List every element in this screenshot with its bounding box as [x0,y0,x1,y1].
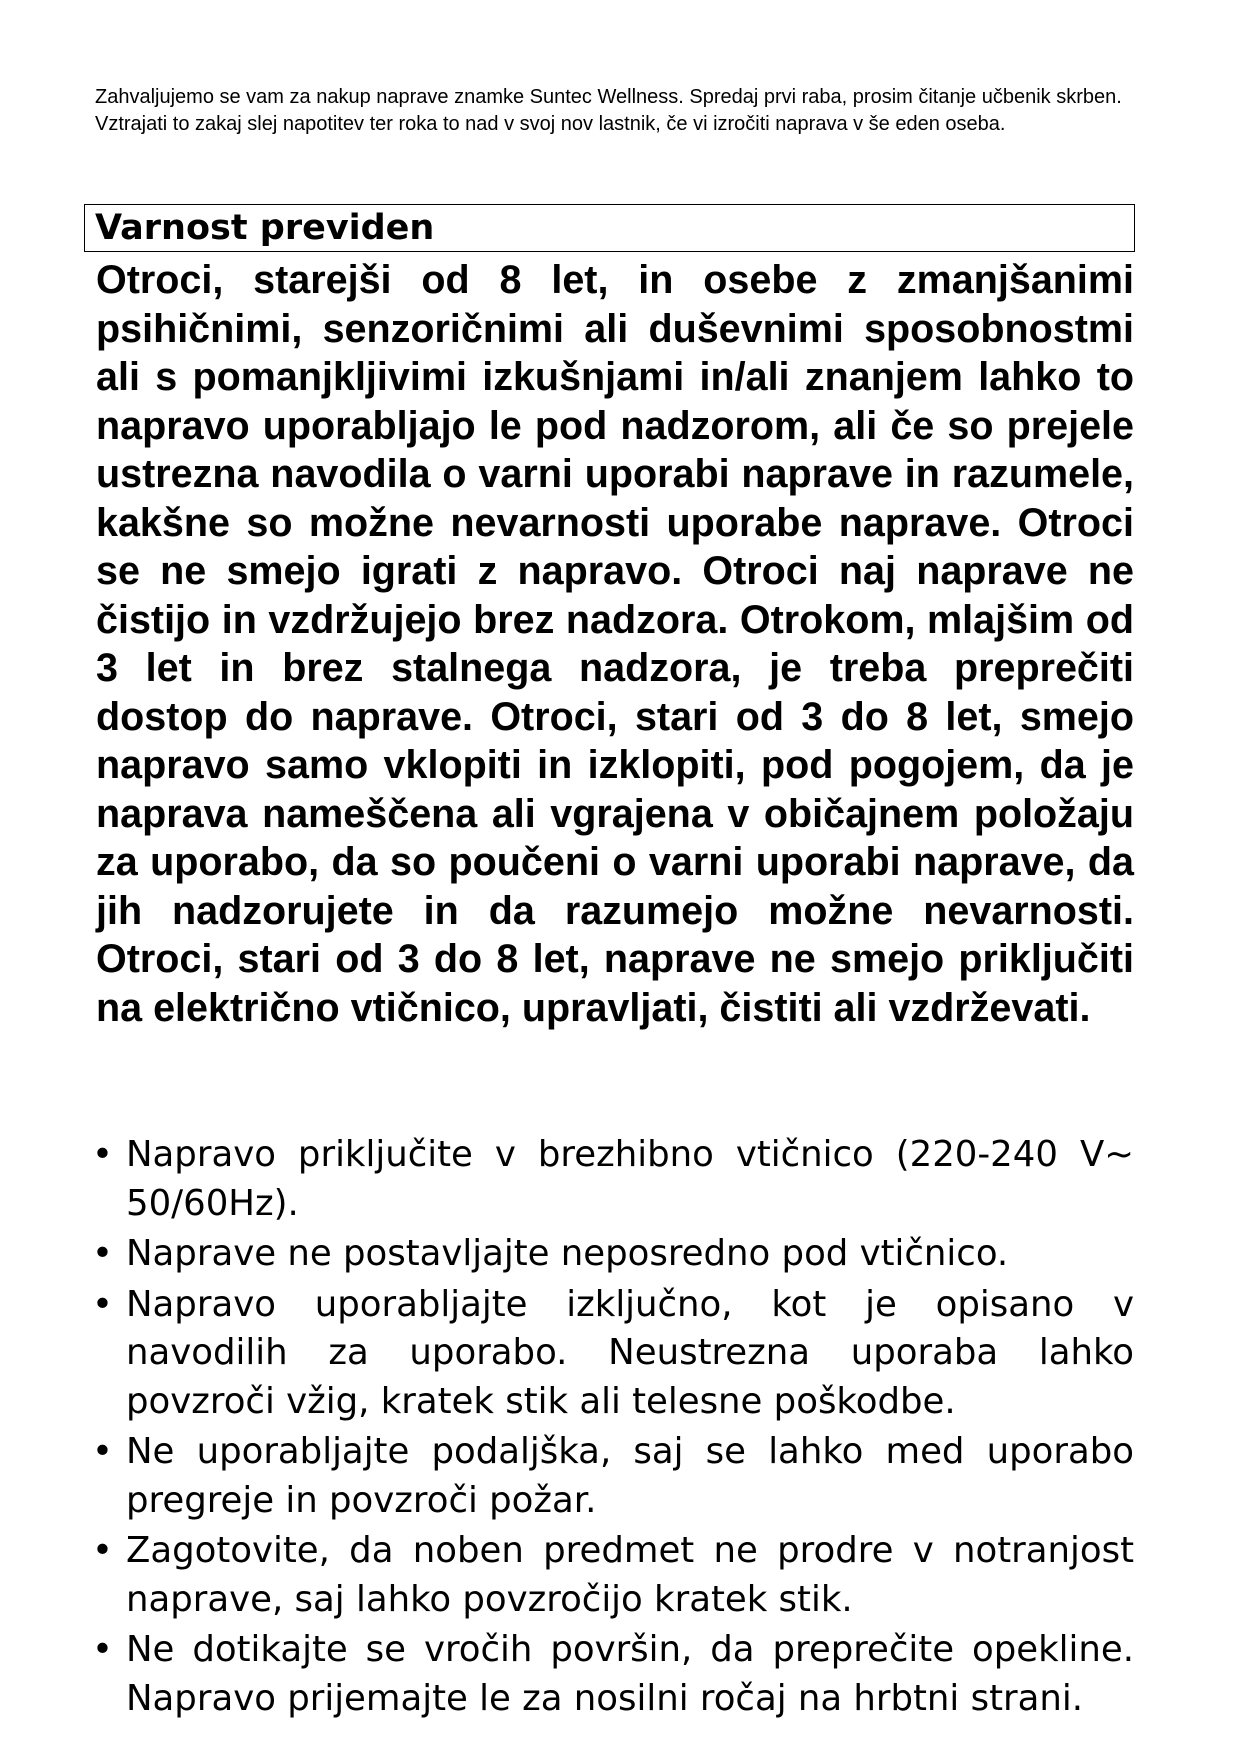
list-item-text: Naprave ne postavljajte neposredno pod vtičnico. [126,1233,1009,1274]
section-heading: Varnost previden [95,208,435,248]
bullet-icon: • [92,1283,113,1325]
list-item [84,1230,1134,1279]
bullet-icon: • [92,1233,113,1274]
section-heading-box [84,204,1135,252]
bullet-icon: • [92,1530,113,1571]
list-item-text: Ne dotikajte se vročih površin, da preprečite opekline. Napravo prijemajte le za nosilni ročaj na hrbtni strani. [126,1629,1134,1719]
bullet-icon: • [92,1431,113,1472]
list-item-text: Zagotovite, da noben predmet ne prodre v notranjost naprave, saj lahko povzročijo kratek stik. [126,1530,1134,1620]
list-item-text: Ne uporabljajte podaljška, saj se lahko med uporabo pregreje in povzroči požar. [126,1431,1134,1521]
list-item [84,1428,1134,1525]
bullet-icon: • [92,1134,113,1175]
list-item [84,1527,1134,1624]
child-safety-warning: Otroci, starejši od 8 let, in osebe z zmanjšanimi psihičnimi, senzoričnimi ali duševnimi sposobnostmi ali s pomanjkljivimi izkušnjami in/ali znanjem lahko to napravo uporabljajo le pod nadzorom, ali če so prejele ustrezna navodila o varni uporabi naprave in razumele, kakšne so možne nevarnosti uporabe naprave. Otroci se ne smejo igrati z napravo. Otroci naj naprave ne čistijo in vzdržujejo brez nadzora. Otrokom, mlajšim od 3 let in brez stalnega nadzora, je treba preprečiti dostop do naprave. Otroci, stari od 3 do 8 let, smejo napravo samo vklopiti in izklopiti, pod pogojem, da je naprava nameščena ali vgrajena v običajnem položaju za uporabo, da so poučeni o varni uporabi naprave, da jih nadzorujete in da razumejo možne nevarnosti. Otroci, stari od 3 do 8 let, naprave ne smejo priključiti na električno vtičnico, upravljati, čistiti ali vzdrževati. [96,258,1134,1030]
list-item [84,1281,1134,1427]
safety-bullet-list [84,1131,1134,1725]
list-item-text: Napravo priključite v brezhibno vtičnico (220-240 V~ 50/60Hz). [126,1134,1134,1224]
list-item [84,1626,1134,1723]
list-item [84,1131,1134,1228]
bullet-icon: • [92,1629,113,1670]
list-item-text: Napravo uporabljajte izključno, kot je opisano v navodilih za uporabo. Neustrezna uporaba lahko povzroči vžig, kratek stik ali telesne poškodbe. [126,1283,1134,1422]
intro-paragraph: Zahvaljujemo se vam za nakup naprave znamke Suntec Wellness. Spredaj prvi raba, prosim čitanje učbenik skrben. Vztrajati to zakaj slej napotitev ter roka to nad v svoj nov lastnik, če vi izročiti naprava v še eden oseba. [95,86,1122,135]
